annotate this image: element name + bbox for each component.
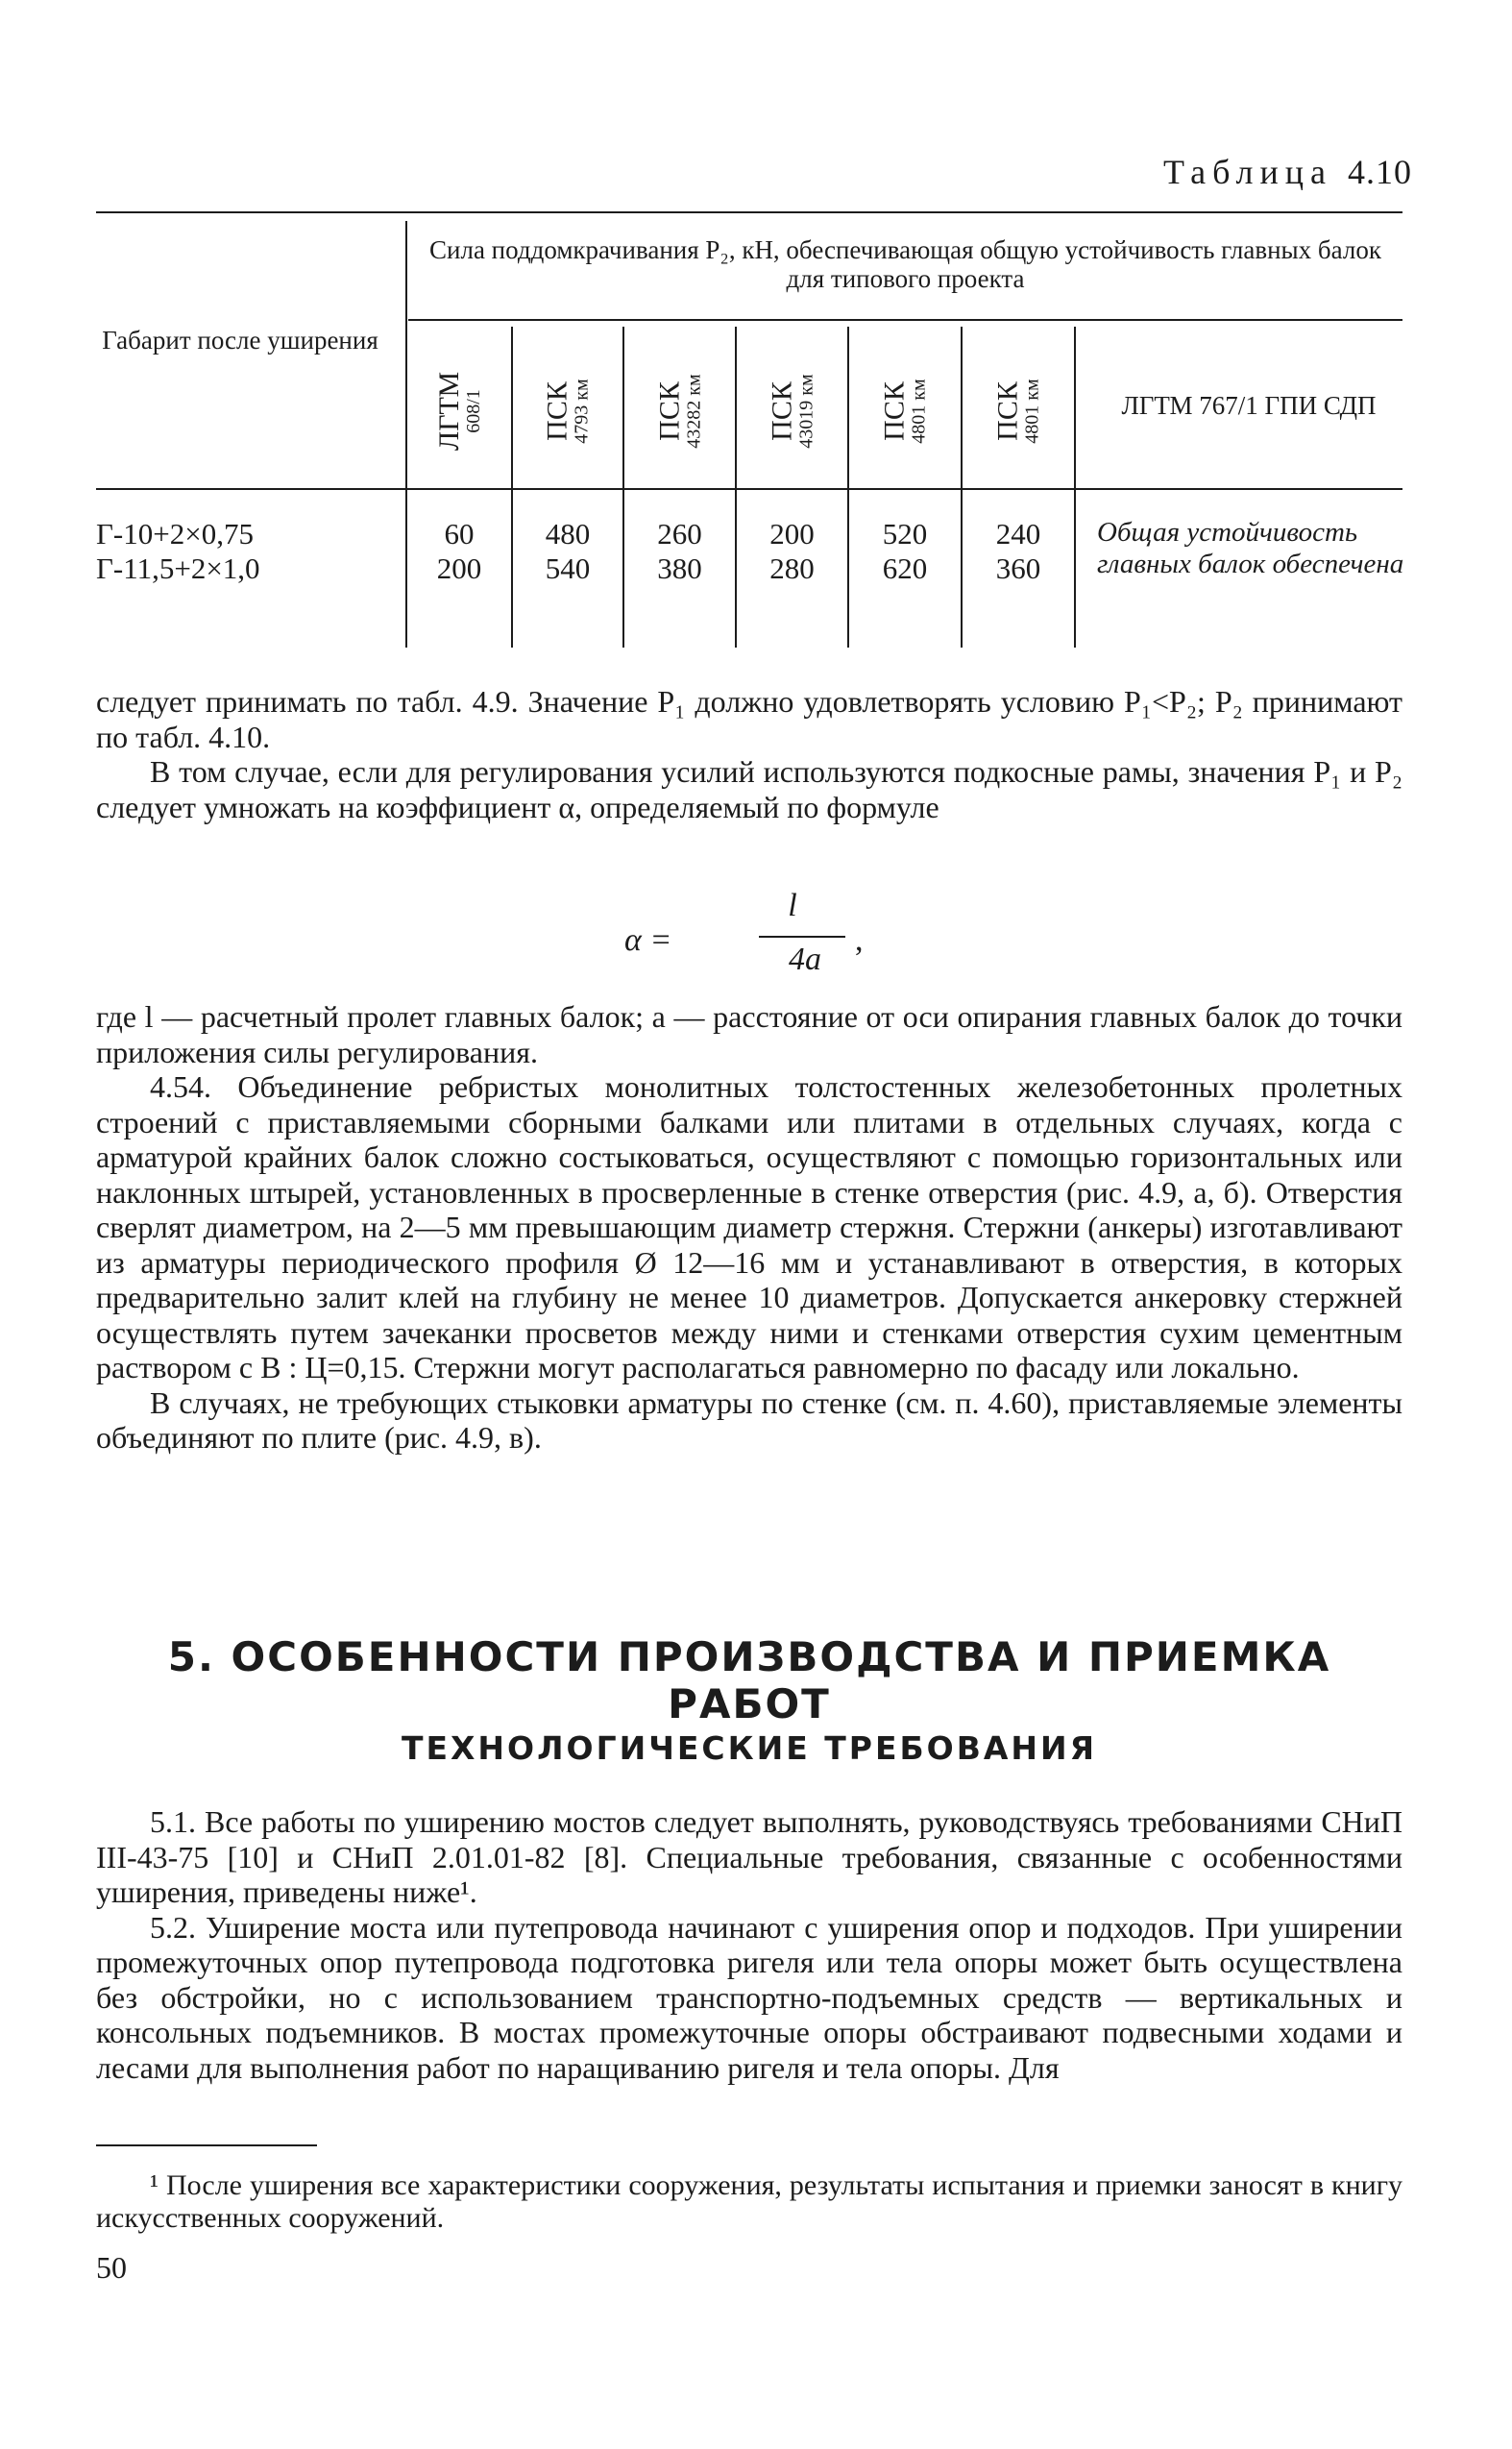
footnote-rule <box>96 2144 317 2146</box>
paragraph: следует принимать по табл. 4.9. Значение P₁ должно удовлетворять условию P₁<P₂; P₂ принимают по табл. 4.10. <box>96 684 1402 754</box>
table-cell: 480 <box>545 517 591 551</box>
col-header-sub: 43019 км <box>795 374 817 449</box>
table-cell: 380 <box>657 551 702 585</box>
subsection-heading: ТЕХНОЛОГИЧЕСКИЕ ТРЕБОВАНИЯ <box>401 1729 1098 1767</box>
paragraph: 4.54. Объединение ребристых монолитных толстостенных железобетонных пролетных строений с приставляемыми сборными балками или плитами в отдельных случаях, когда с арматурой крайних балок сложно состыковаться, осуществляют с помощью горизонтальных или наклонных штырей, установленных в просверленные в стенке отверстия (рис. 4.9, а, б). Отверстия сверлят диаметром, на 2—5 мм превышающим диаметр стержня. Стержни (анкеры) изготавливают из арматуры периодического профиля Ø 12—16 мм и устанавливают в отверстия, в которых предварительно залит клей на глубину не менее 10 диаметров. Допускается анкеровку стержней осуществлять путем зачеканки просветов между ними и стенками отверстия сухим цементным раствором с В : Ц=0,15. Стержни могут располагаться равномерно по фасаду или локально. <box>96 1069 1402 1384</box>
table-vrule <box>1074 327 1076 648</box>
paragraph: В случаях, не требующих стыковки арматуры по стенке (см. п. 4.60), приставляемые элементы объединяют по плите (рис. 4.9, в). <box>96 1384 1402 1455</box>
table-col-header <box>963 334 1074 488</box>
table-cell-gabarit: Г-11,5+2×1,0 <box>96 551 260 585</box>
table-col-header <box>624 334 735 488</box>
table-cell: 280 <box>769 551 815 585</box>
page-number: 50 <box>96 2250 127 2285</box>
table-top-rule <box>96 211 1402 213</box>
col-header-sub: 608/1 <box>462 389 484 433</box>
fraction-bar <box>759 936 845 938</box>
paragraph: 5.2. Уширение моста или путепровода начинают с уширения опор и подходов. При уширении промежуточных опор путепровода подготовка ригеля или тела опоры может быть осуществлена без обстройки, но с использованием транспортно-подъемных средств — вертикальных и консольных подъемников. В мостах промежуточные опоры обстраивают подвесными ходами и лесами для выполнения работ по наращиванию ригеля и тела опоры. Для <box>96 1909 1402 2085</box>
col-header-main: ПСК <box>992 381 1024 441</box>
paragraph: 5.1. Все работы по уширению мостов следует выполнять, руководствуясь требованиями СНиП III-43-75 [10] и СНиП 2.01.01-82 [8]. Специальные требования, связанные с особенностями уширения, приведены ниже¹. <box>96 1804 1402 1909</box>
table-col-header <box>737 334 847 488</box>
table-caption <box>1009 152 1412 192</box>
table-cell: 360 <box>995 551 1041 585</box>
table-col-header-last: ЛГТМ 767/1 ГПИ СДП <box>1121 391 1377 420</box>
table-cell: 200 <box>769 517 815 551</box>
table-col-header <box>407 334 511 488</box>
col-header-main: ПСК <box>879 381 911 441</box>
table-cell: 200 <box>436 551 482 585</box>
table-header-bottom-rule <box>96 488 1402 490</box>
table-subheader-rule <box>408 319 1402 321</box>
table-caption-number: 4.10 <box>1348 153 1412 191</box>
table-header-main: Сила поддомкрачивания P₂, кН, обеспечивающая общую устойчивость главных балок для типового проекта <box>429 235 1381 293</box>
formula-comma: , <box>855 922 864 958</box>
table-header-gabarit: Габарит после уширения <box>102 326 378 355</box>
table-cell: 620 <box>882 551 928 585</box>
col-header-main: ПСК <box>653 381 686 441</box>
table-cell: 520 <box>882 517 928 551</box>
footnote-text: ¹ После уширения все характеристики сооружения, результаты испытания и приемки заносят в книгу искусственных сооружений. <box>96 2169 1402 2234</box>
paragraph: В том случае, если для регулирования усилий используются подкосные рамы, значения P₁ и P₂ следует умножать на коэффициент α, определяемый по формуле <box>96 754 1402 824</box>
formula-lhs: α = <box>624 922 672 958</box>
col-header-main: ПСК <box>766 381 798 441</box>
col-header-main: ЛГТМ <box>432 371 465 452</box>
footnote <box>96 2169 1402 2235</box>
table-col-header <box>513 334 622 488</box>
col-header-main: ПСК <box>542 381 573 441</box>
table-cell: 240 <box>995 517 1041 551</box>
text-block-2 <box>96 999 1402 1456</box>
formula-numerator: l <box>788 888 797 923</box>
table-note: Общая устойчивость главных балок обеспечена <box>1097 517 1404 579</box>
text-block-3 <box>96 1804 1402 2085</box>
formula-denominator: 4a <box>789 942 821 977</box>
table-cell: 60 <box>444 517 475 551</box>
paragraph: где l — расчетный пролет главных балок; a — расстояние от оси опирания главных балок до точки приложения силы регулирования. <box>96 999 1402 1069</box>
table-cell: 260 <box>657 517 702 551</box>
table-caption-word: Таблица <box>1163 153 1332 191</box>
text-block-1 <box>96 684 1402 824</box>
col-header-sub: 4801 км <box>1022 379 1043 444</box>
section-heading: 5. ОСОБЕННОСТИ ПРОИЗВОДСТВА И ПРИЕМКА РАБОТ <box>167 1633 1331 1727</box>
col-header-sub: 4801 км <box>909 379 930 444</box>
table-cell: 540 <box>545 551 591 585</box>
table-col-header <box>849 334 961 488</box>
col-header-sub: 43282 км <box>683 374 705 449</box>
table-cell-gabarit: Г-10+2×0,75 <box>96 517 254 551</box>
col-header-sub: 4793 км <box>572 379 593 444</box>
